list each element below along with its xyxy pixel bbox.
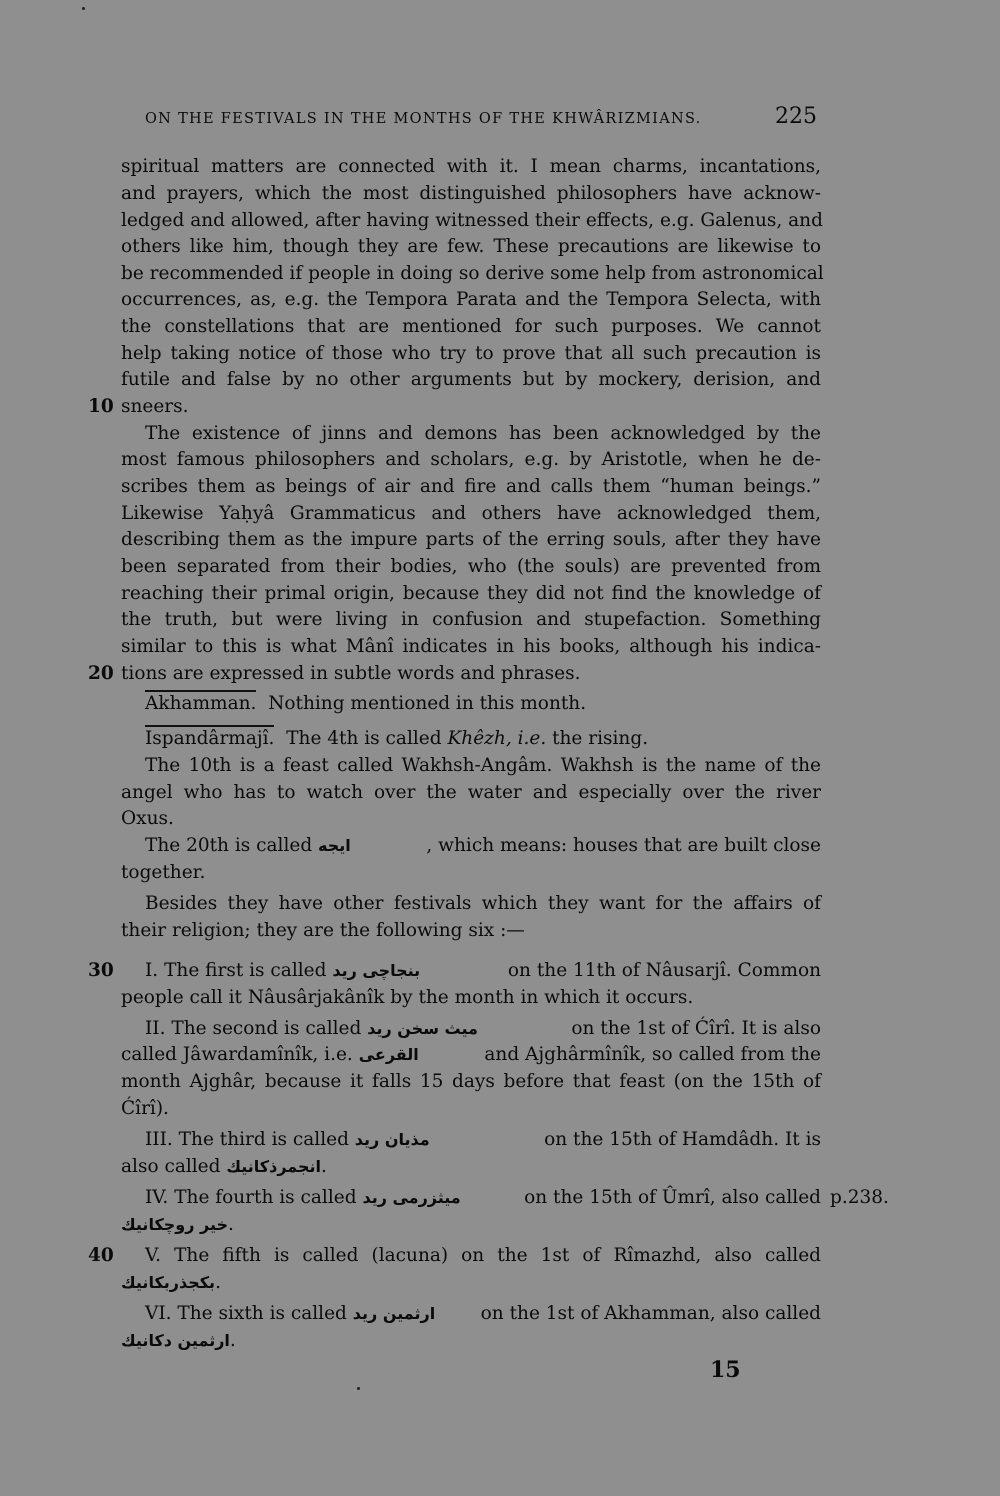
text: . xyxy=(229,1330,236,1351)
text-line xyxy=(121,1271,221,1295)
text-line: help taking notice of those who try to prove that all such precaution is xyxy=(121,343,821,364)
running-title: ON THE FESTIVALS IN THE MONTHS OF THE KHWÂRIZMIANS. xyxy=(145,111,702,127)
arabic-term: مذيان ريد xyxy=(354,1130,430,1149)
arabic-term: خير روچكانيك xyxy=(121,1215,229,1234)
text: . xyxy=(215,1272,221,1293)
arabic-term: ميثزرمى ريد xyxy=(362,1188,461,1207)
arabic-term: ميث سخن ريد xyxy=(367,1019,478,1038)
text: on the 1st of Ćîrî. It is also xyxy=(571,1018,821,1039)
text-line xyxy=(121,1043,821,1067)
text: on the 15th of Hamdâdh. It is xyxy=(544,1129,821,1150)
text-line: the constellations that are mentioned for such purposes. We cannot xyxy=(121,316,821,337)
text: II. The second is called xyxy=(145,1018,368,1039)
list-item-5: V. The fifth is called (lacuna) on the 1st of Rîmazhd, also called xyxy=(145,1245,821,1266)
line-number: 10 xyxy=(88,396,114,417)
text-line: be recommended if people in doing so derive some help from astronomical xyxy=(121,263,824,284)
scan-speck xyxy=(82,7,85,10)
month-text: The 4th is called xyxy=(286,728,448,749)
month-text: the rising. xyxy=(546,728,649,749)
text: on the 11th of Nâusarjî. Common xyxy=(507,960,821,981)
text: called Jâwardamînîk, i.e. xyxy=(121,1044,359,1065)
month-name: Akhamman. xyxy=(145,690,256,714)
scan-speck xyxy=(357,1387,360,1390)
text-line: the truth, but were living in confusion and stupefaction. Something xyxy=(121,609,821,630)
text-line: Likewise Yaḥyâ Grammaticus and others have acknowledged them, xyxy=(121,503,821,524)
text: on the 15th of Ûmrî, also called xyxy=(524,1187,821,1208)
text-line: angel who has to watch over the water and especially over the river xyxy=(121,782,821,803)
text: . xyxy=(321,1156,327,1177)
line-number: 20 xyxy=(88,663,114,684)
text-line: Oxus. xyxy=(121,808,174,829)
month-entry-ispandarmaji xyxy=(145,727,648,751)
text-line: others like him, though they are few. These precautions are likewise to xyxy=(121,236,821,257)
text-line: and prayers, which the most distinguished philosophers have acknow- xyxy=(121,183,821,204)
month-text: Nothing mentioned in this month. xyxy=(268,693,587,714)
month-entry-akhamman xyxy=(145,692,586,716)
text: . xyxy=(228,1214,234,1235)
text-line: together. xyxy=(121,862,206,883)
list-item-4 xyxy=(145,1186,821,1210)
arabic-term: القرعى xyxy=(358,1045,419,1064)
text-line: been separated from their bodies, who (the souls) are prevented from xyxy=(121,556,821,577)
text: The 20th is called xyxy=(145,835,319,856)
running-header xyxy=(145,104,817,129)
text: VI. The sixth is called xyxy=(145,1303,353,1324)
text: I. The first is called xyxy=(145,960,333,981)
text-line xyxy=(121,1329,236,1353)
list-item-6 xyxy=(145,1302,821,1326)
text: and Ajghârmînîk, so called from the xyxy=(484,1044,821,1065)
list-item-2 xyxy=(145,1017,821,1041)
arabic-term: بنجاچى ريد xyxy=(332,961,421,980)
text-line xyxy=(121,1155,327,1179)
text: on the 1st of Akhamman, also called xyxy=(480,1303,821,1324)
text-line: Besides they have other festivals which they want for the affairs of xyxy=(145,893,821,914)
text-line: their religion; they are the following six :— xyxy=(121,920,525,941)
arabic-term: انجمرذكانيك xyxy=(226,1157,322,1176)
text-line xyxy=(145,834,821,858)
signature-mark: 15 xyxy=(710,1357,741,1383)
list-item-3 xyxy=(145,1128,821,1152)
text-line: The 10th is a feast called Wakhsh-Angâm. Wakhsh is the name of the xyxy=(145,755,821,776)
term: Khêzh, i.e. xyxy=(447,728,547,749)
arabic-term: بكجذربكانيك xyxy=(121,1273,216,1292)
page-number: 225 xyxy=(775,104,817,129)
text-line: tions are expressed in subtle words and phrases. xyxy=(121,663,581,684)
text-line: month Ajghâr, because it falls 15 days before that feast (on the 15th of xyxy=(121,1071,821,1092)
arabic-term: ارثمين دكانيك xyxy=(121,1331,230,1350)
line-number: 30 xyxy=(88,960,114,981)
text-line: most famous philosophers and scholars, e.g. by Aristotle, when he de- xyxy=(121,449,821,470)
text-line xyxy=(121,1213,234,1237)
list-item-1 xyxy=(145,959,821,983)
text-line: sneers. xyxy=(121,396,189,417)
margin-reference: p.238. xyxy=(830,1187,889,1208)
text: IV. The fourth is called xyxy=(145,1187,363,1208)
text-line: scribes them as beings of air and fire and calls them “human beings.” xyxy=(121,476,821,497)
text-line: describing them as the impure parts of the erring souls, after they have xyxy=(121,529,821,550)
arabic-term: ايجه xyxy=(318,836,351,855)
text-line: people call it Nâusârjakânîk by the month in which it occurs. xyxy=(121,987,694,1008)
text-line: The existence of jinns and demons has been acknowledged by the xyxy=(145,423,821,444)
text: also called xyxy=(121,1156,227,1177)
month-name: Ispandârmajî. xyxy=(145,725,274,749)
arabic-term: ارثمين ريد xyxy=(352,1304,436,1323)
text: , which means: houses that are built close xyxy=(426,835,821,856)
text-line: Ćîrî). xyxy=(121,1098,169,1119)
text-line: similar to this is what Mânî indicates in his books, although his indica- xyxy=(121,636,821,657)
text-line: occurrences, as, e.g. the Tempora Parata and the Tempora Selecta, with xyxy=(121,289,821,310)
line-number: 40 xyxy=(88,1245,114,1266)
text-line: spiritual matters are connected with it. I mean charms, incantations, xyxy=(121,156,821,177)
text-line: reaching their primal origin, because they did not find the knowledge of xyxy=(121,583,821,604)
text-line: futile and false by no other arguments but by mockery, derision, and xyxy=(121,369,821,390)
text: III. The third is called xyxy=(145,1129,355,1150)
text-line: ledged and allowed, after having witnessed their effects, e.g. Galenus, and xyxy=(121,210,823,231)
